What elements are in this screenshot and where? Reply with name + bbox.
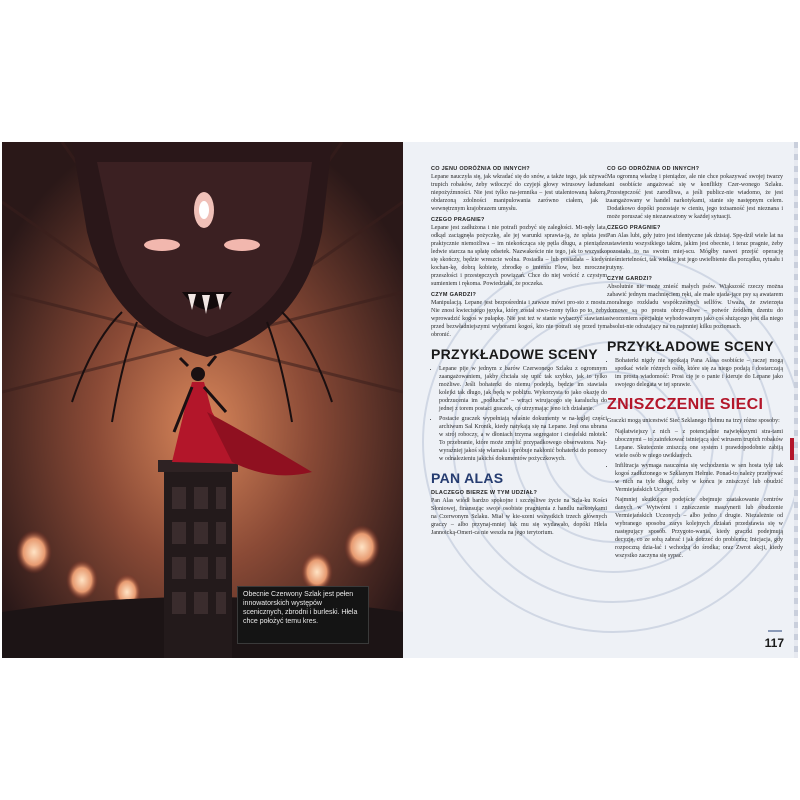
- paragraph: Lepane nauczyła się, jak wkradać się do snów, a także tego, jak używać trupich robaków, żeby wtłoczyć do czyjejś głowy wirusowy ładunek niepożyźmności. Nie jest tylko na-jemnika – jest utalentowaną hakerą, obdarzoną zdolności manipulowania zarówno ciałem, jak i wewnętrznym krajobrazem umysłu.: [431, 174, 607, 212]
- section-question: DLACZEGO BIERZE W TYM UDZIAŁ?: [431, 490, 538, 496]
- scene-list: [431, 365, 607, 463]
- paragraph: Absolutnie nie może znieść małych psów. Wiąkszość rzeczy można zabawić jednym machnięciem ręki, ale małe ujada-jące psy są awatarem moralnego rozkładu współczesnych sellfów. Uważa, że zwierzęta domowe są po prostu obrzy-dliwe – potwór źródłem dzentu do stworzeniem specjalnie wyhodowanym jako coś służącego jest dla niego absolut-nie odrażający na co najmniej kilku poziomach.: [607, 284, 783, 330]
- page-number: 117: [764, 636, 784, 650]
- illustration-caption: Obecnie Czerwony Szlak jest pełen innowatorskich występów scenicznych, zbrodni i burleski. Hłela chce położyć temu kres.: [237, 586, 369, 644]
- book-spread: [2, 142, 798, 658]
- section-question: CZYM GARDZI?: [431, 292, 477, 298]
- section-question: CO JENU ODRÓŻNIA OD INNYCH?: [431, 166, 530, 172]
- scene-list: [607, 357, 783, 389]
- page-number-mark: [768, 630, 782, 632]
- heading-pan-alas: PAN ALAS: [431, 470, 504, 486]
- list-item: • Postacie graczek wypełniają właśnie dokumenty w na-leglej części archiwum Sal Kronik, kiedy natykają się na Lepane. Jest ona ubrana w strój roboczy, a w dłoniach trzyma segregator i ciesielski młotek. To przebranie, które może zmylić przypadkowego obserwatora. Naj-wyraźniej jakoś się włamała i spróbuje nakłonić bohaterki do pomocy w odnalezieniu jakichś dokumentów pożyczkowych.: [439, 415, 607, 463]
- section-question: CO GO ODRÓŻNIA OD INNYCH?: [607, 166, 700, 172]
- section-question: CZEGO PRAGNIE?: [431, 217, 485, 223]
- list-item: • Najmniej skutkujące podejście obejmuje zaatakowanie centrów danych w Wytwórni i zniszczenie maszynerii lub obudzenie Vermiejańskich Uczonych – albo jedno i drugie. Niezależnie od wybranego sposobu zarys kolejnych działań przedstawia się w następujący sposób. Przygoto-wania, kiedy graczki podejmują decyzję, co ze sobą zabrać i jak dotrzeć do problemu; Inicjacja, gdy rozpoczną dzia-łać i wchodzą do środka; oraz Zwrot akcji, kiedy wszystko zaczyna się sypać.: [615, 496, 783, 560]
- list-item: • Lepane pije w jednym z barów Czerwonego Szlaku z ogromnym zaangażowaniem, jakby chciała się upić tak szybko, jak to tylko możliwe. Jeśli bohaterki do niemu podejdą, będzie im stawiała kolejki tak długo, jak będą w pobliżu. Wykorzysta to jako okazję do podrzucenia im „podłucha” – wtrąci wirującego się karaluchą do jednej z torem postaci graczek, co utrzymając jeno ich działanie.: [439, 365, 607, 413]
- heading-destroy-network: ZNISZCZENIE SIECI: [607, 396, 764, 413]
- page-edge-tabs: [794, 142, 798, 658]
- paragraph: Ma ogromną władzę i pieniądze, ale nie chce pokazywać swojej twarzy ani osobiście angażować się w konflikty Czer-wonego Szlaku. Przestępczość jest zarodliwa, a jeśli publicz-nie wiadomo, że jest zaangażowany w handel narkotykami, stanie się następnym celem. Dodatkowo dopóki pozostaje w cieniu, jego tożsamość jest nieznana i może poruszać się niezauważony w każdej sytuacji.: [607, 174, 783, 220]
- heading-sample-scenes: PRZYKŁADOWE SCENY: [431, 346, 598, 362]
- heading-sample-scenes: PRZYKŁADOWE SCENY: [607, 338, 774, 354]
- paragraph: Manipulacją. Lepane jest bezpośrednia i zawsze mówi pro-sto z mostu. Nie znosi kwiecistego języka, który został stwo-rzony tylko po to, żeby wprowadzić kogoś w pułapkę. Nie jest też w stanie wybaczyć stawiania przed bezwładniejszymi wyborami kogoś, kto nie potrafi się przed tym obronić.: [431, 300, 607, 338]
- section-question: CZYM GARDZI?: [607, 276, 653, 282]
- paragraph: Pan Alas lubi, gdy jutro jest identyczne jak dzisiaj. Spę-dził wiele lat na ustawieniu wszystkiego takim, jakim jest obecnie, i teraz pragnie, żeby pozostało to na swoim miej-scu. Mógłby nawet przejść operację nieśmiertelności, tak wielkie jest jego uwielbienie dla porządku, rytuału i rutyny.: [607, 233, 783, 271]
- paragraph: Graczki mogą unicestwić Sieć Szklanego Hełmu na trzy różne sposoby:: [607, 418, 780, 424]
- text-page: [403, 142, 798, 658]
- section-question: CZEGO PRAGNIE?: [607, 225, 661, 231]
- list-item: • Infiltracja wymaga nauczenia się wchodzenia w sen hosta tyle tak kogoś zadłużonego w Szklanym Hełmie. Ponad-to należy przebywać w nich na tyle długo, żeby w końcu je zniszczyć lub obudzić Vermiejańskich Uczonych.: [615, 462, 783, 494]
- illustration-page: [2, 142, 403, 658]
- villain-illustration: [2, 142, 403, 658]
- list-item: • Bohaterki nigdy nie spotkają Pana Alasa osobiście – raczej mogą spotkać wiele różnych osób, które się za niego podają i dostarczają im prostą wiadomość: Prosi cię je o panie i kieruje do Lepane jako swojego delegata w tej sprawie.: [615, 357, 783, 389]
- paragraph: Lepane jest zadłużona i nie potrafi pozbyć się zaległości. Mi-nęły lata, odkąd zaciągnęła pożyczkę, ale jej warunki sprawia-ją, że spłata jest praktycznie niemożliwa – im niekończąca się pętla długu, a pieniądze ledwie starcza na spłatę odsetek. Nazwakeście nie tego, jak to wszystko się skończy, będzie wreszcie wolna. Posiadła – lub posiadała – kiedyś kochan-kę, dobrą kobietę, zbrodkę o imieniu Flow, bez mrocznej przeszłości i przestępczych powiązań. Chce do niej wrócić z czystym sumieniem i rękoma. Powiedziała, że poczeka.: [431, 225, 607, 287]
- paragraph: Pan Alas wiódł bardzo spokojne i szczęśliwe życie na Szla-ku Kości Słoniowej, finansując swoje osobiste pragnienia z handlu narkotykami na Czerwonym Szlaku. Miał w kie-szeni wszystkich trzech głównych graczy – albo przynaj-mniej tak mu się wydawało, dopóki Hłela Jannoicką-Omeri-ca nie weszła na jego terytorium.: [431, 498, 607, 536]
- method-list: [607, 428, 783, 560]
- text-column-left: [431, 162, 607, 540]
- text-column-right: [607, 162, 783, 563]
- list-item: • Najłatwiejszy z nich – z potencjalnie największymi stra-tami ubocznymi – to zainfekować istniejącą sieć wirusem trupich robaków Lepane. Skutecznie zniszczą one system i prawdopodobnie zabiją wiele osób w niego uwikłanych.: [615, 428, 783, 460]
